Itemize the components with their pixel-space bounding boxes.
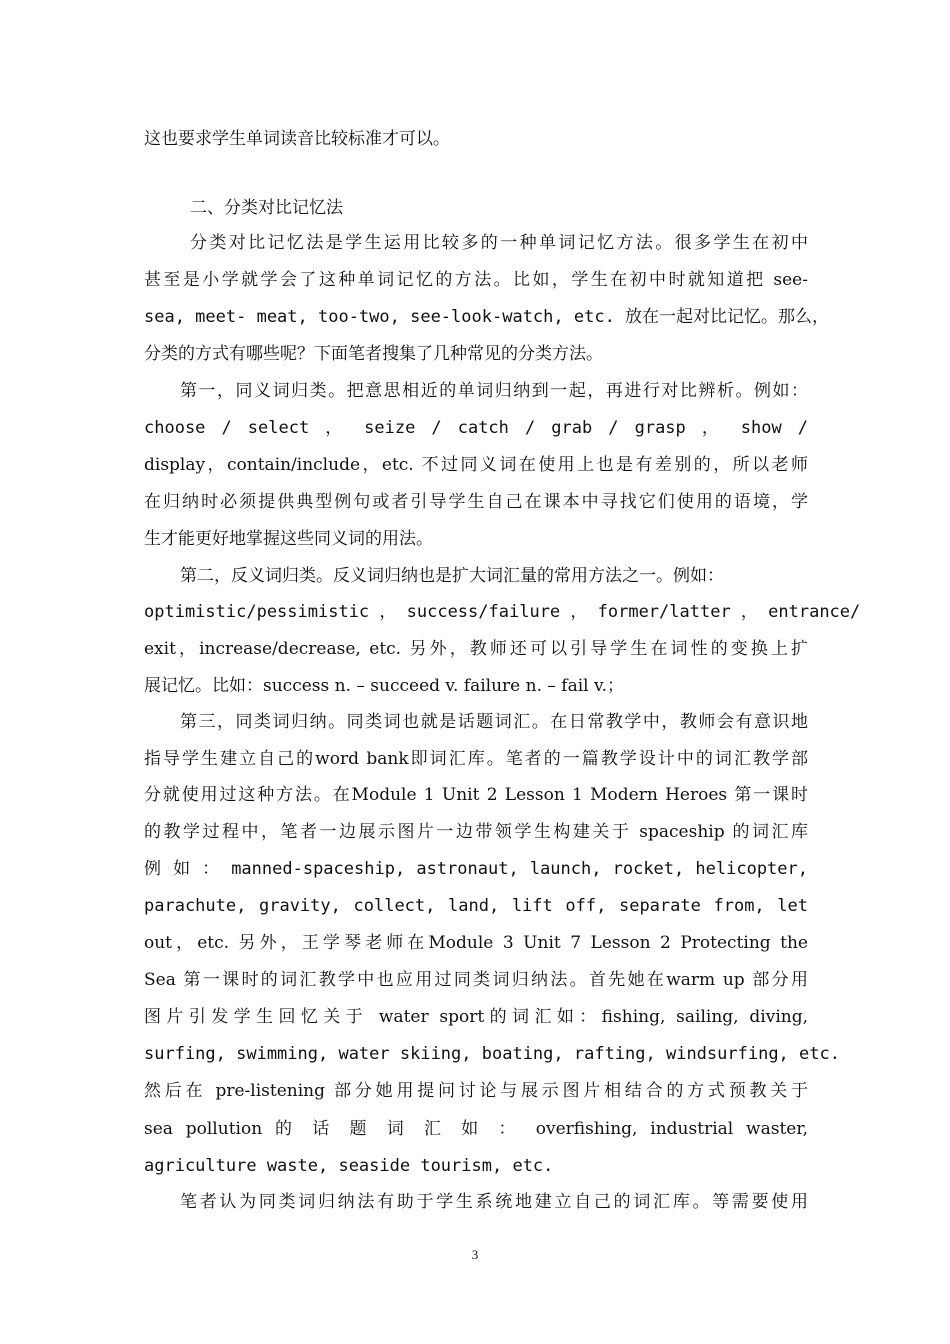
paragraph-line: exit，increase/decrease, etc. 另外，教师还可以引导学生在词性的变换上扩 [144,639,808,659]
section-heading: 二、分类对比记忆法 [190,198,343,218]
paragraph-line: 分类对比记忆法是学生运用比较多的一种单词记忆方法。很多学生在初中 [190,233,808,253]
paragraph-line: agriculture waste, seaside tourism, etc. [144,1156,554,1176]
paragraph-line: optimistic/pessimistic ， success/failure ， former/latter ， entrance/ [144,602,861,622]
paragraph-line: 笔者认为同类词归纳法有助于学生系统地建立自己的词汇库。等需要使用 [180,1192,808,1212]
paragraph-line: Sea 第一课时的词汇教学中也应用过同类词归纳法。首先她在warm up 部分用 [144,970,808,990]
paragraph-line: choose / select ， seize / catch / grab / grasp ， show / [144,418,808,438]
paragraph-line: 展记忆。比如：success n. – succeed v. failure n. – fail v.； [144,676,625,696]
paragraph-line: 第二，反义词归类。反义词归纳也是扩大词汇量的常用方法之一。例如： [180,566,724,586]
paragraph-line: 分类的方式有哪些呢？下面笔者搜集了几种常见的分类方法。 [144,344,603,364]
paragraph-line: 然后在 pre-listening 部分她用提问讨论与展示图片相结合的方式预教关于 [144,1081,808,1101]
paragraph-line: 这也要求学生单词读音比较标准才可以。 [144,129,450,149]
paragraph-line: 在归纳时必须提供典型例句或者引导学生自己在课本中寻找它们使用的语境，学 [144,492,808,512]
paragraph-line: parachute, gravity, collect, land, lift off, separate from, let [144,896,808,916]
paragraph-line: 指导学生建立自己的word bank即词汇库。笔者的一篇教学设计中的词汇教学部 [144,749,808,769]
paragraph-line: 第三，同类词归纳。同类词也就是话题词汇。在日常教学中，教师会有意识地 [180,712,808,732]
paragraph-line: 甚至是小学就学会了这种单词记忆的方法。比如，学生在初中时就知道把 see- [144,270,808,290]
paragraph-line: 第一，同义词归类。把意思相近的单词归纳到一起，再进行对比辨析。例如： [180,381,808,401]
paragraph-line: 例 如 ： manned-spaceship, astronaut, launch, rocket, helicopter, [144,859,808,879]
paragraph-line: surfing, swimming, water skiing, boating, rafting, windsurfing, etc. [144,1044,840,1064]
paragraph-line: 的教学过程中，笔者一边展示图片一边带领学生构建关于 spaceship 的词汇库 [144,822,808,842]
page-number: 3 [471,1247,479,1262]
paragraph-line: out，etc. 另外，王学琴老师在Module 3 Unit 7 Lesson 2 Protecting the [144,933,808,953]
paragraph-line: 分就使用过这种方法。在Module 1 Unit 2 Lesson 1 Modern Heroes 第一课时 [144,785,808,805]
paragraph-line: 生才能更好地掌握这些同义词的用法。 [144,529,433,549]
paragraph-line: 图片引发学生回忆关于 water sport的词汇如：fishing, sailing, diving, [144,1007,808,1027]
paragraph-line: sea pollution 的 话 题 词 汇 如 ： overfishing, industrial waster, [144,1119,808,1139]
paragraph-line: sea, meet- meat, too-two, see-look-watch, etc. 放在一起对比记忆。那么， [144,307,830,327]
paragraph-line: display，contain/include，etc. 不过同义词在使用上也是有差别的，所以老师 [144,455,808,475]
